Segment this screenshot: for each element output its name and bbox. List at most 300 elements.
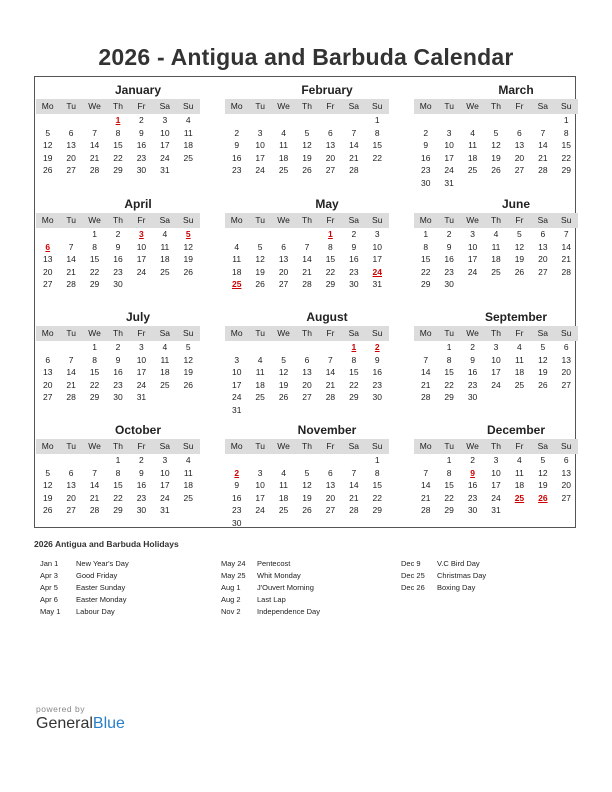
day-cell: 24	[160, 492, 170, 503]
day-cell: 7	[351, 127, 357, 138]
day-cell: 29	[444, 392, 454, 402]
day-cell: 7	[563, 229, 569, 239]
day-cell: 13	[66, 480, 76, 490]
day-cell: 3	[446, 127, 452, 138]
day-cell: 3	[257, 127, 263, 138]
day-cell: 9	[234, 140, 240, 150]
day-cell: 12	[183, 354, 194, 365]
weekday-label: Su	[561, 215, 572, 225]
day-cell: 30	[136, 505, 147, 515]
day-cell: 16	[136, 480, 147, 490]
day-cell: 6	[563, 342, 569, 352]
day-cell: 29	[372, 505, 383, 515]
day-cell: 21	[538, 152, 548, 163]
weekday-label: Fr	[326, 328, 335, 338]
day-cell: 15	[325, 254, 336, 264]
day-cell: 1	[92, 342, 97, 352]
day-cell: 3	[139, 342, 144, 352]
day-cell: 11	[279, 480, 288, 490]
day-cell: 20	[561, 367, 572, 377]
day-cell: 18	[160, 367, 170, 377]
weekday-header	[414, 213, 578, 228]
weekday-label: Th	[491, 101, 501, 111]
month-february	[225, 83, 389, 177]
day-cell: 16	[467, 367, 478, 377]
holiday-date: May 25	[221, 571, 246, 580]
holiday-list-item	[221, 570, 320, 582]
empty-day-cell	[225, 341, 248, 354]
weekday-label: Mo	[41, 215, 54, 225]
day-cell: 24	[231, 392, 242, 402]
day-cell: 7	[68, 354, 74, 365]
day-cell: 19	[183, 367, 194, 377]
day-grid	[36, 341, 200, 404]
day-cell: 29	[113, 165, 123, 175]
day-cell: 20	[66, 492, 76, 503]
holiday-name: Easter Sunday	[76, 583, 126, 592]
weekday-label: Su	[561, 328, 572, 338]
day-cell: 13	[42, 367, 53, 377]
holiday-day-cell: 3	[139, 229, 144, 239]
day-cell: 6	[68, 127, 74, 138]
weekday-label: Tu	[444, 441, 454, 451]
holiday-column-3	[401, 558, 486, 594]
empty-day-cell	[36, 454, 59, 467]
day-cell: 21	[349, 152, 359, 163]
day-cell: 15	[372, 480, 383, 490]
day-cell: 3	[162, 455, 168, 465]
day-cell: 23	[231, 505, 242, 515]
day-cell: 13	[538, 241, 548, 252]
day-cell: 18	[160, 254, 170, 264]
day-cell: 2	[470, 455, 475, 465]
day-cell: 13	[325, 140, 336, 150]
empty-day-cell	[225, 454, 248, 467]
weekday-label: Sa	[537, 215, 549, 225]
day-cell: 6	[281, 241, 286, 252]
day-cell: 26	[42, 505, 53, 515]
day-cell: 15	[372, 140, 383, 150]
day-cell: 13	[66, 140, 76, 150]
day-cell: 30	[420, 177, 431, 188]
weekday-label: We	[277, 441, 290, 451]
weekday-label: Su	[372, 441, 383, 451]
day-cell: 31	[160, 505, 170, 515]
day-cell: 17	[467, 254, 478, 264]
weekday-label: Mo	[230, 328, 243, 338]
holiday-name: Whit Monday	[257, 571, 301, 580]
weekday-header	[414, 326, 578, 341]
day-cell: 27	[514, 165, 525, 175]
day-cell: 31	[491, 505, 501, 515]
holiday-date: Apr 5	[40, 583, 58, 592]
day-cell: 1	[423, 229, 429, 239]
day-cell: 7	[423, 467, 429, 478]
day-cell: 5	[304, 467, 310, 478]
day-cell: 28	[325, 392, 336, 402]
day-cell: 9	[423, 140, 429, 150]
day-cell: 13	[514, 140, 525, 150]
day-cell: 18	[278, 152, 289, 163]
day-cell: 15	[444, 480, 454, 490]
weekday-label: Tu	[255, 101, 265, 111]
empty-day-cell	[272, 454, 295, 467]
month-october	[36, 423, 200, 517]
day-cell: 11	[279, 140, 288, 150]
day-cell: 14	[89, 480, 100, 490]
day-cell: 2	[446, 229, 452, 239]
day-grid	[414, 454, 578, 517]
day-cell: 26	[302, 505, 312, 515]
day-cell: 14	[66, 367, 76, 377]
holiday-day-cell: 1	[351, 342, 357, 352]
weekday-label: Tu	[66, 215, 76, 225]
day-cell: 2	[139, 455, 144, 465]
weekday-label: We	[466, 101, 479, 111]
day-grid	[414, 114, 578, 189]
weekday-label: Su	[183, 441, 194, 451]
day-cell: 31	[136, 392, 147, 402]
holiday-column-2	[221, 558, 320, 618]
day-cell: 29	[325, 279, 336, 289]
day-cell: 24	[160, 152, 170, 163]
day-cell: 11	[160, 354, 170, 365]
day-cell: 23	[372, 379, 383, 390]
weekday-label: We	[88, 215, 101, 225]
day-cell: 7	[92, 467, 97, 478]
day-cell: 7	[423, 354, 429, 365]
day-cell: 12	[183, 241, 194, 252]
weekday-label: We	[88, 101, 101, 111]
day-cell: 18	[183, 140, 194, 150]
holidays-title: 2026 Antigua and Barbuda Holidays	[34, 539, 179, 549]
day-cell: 28	[538, 165, 548, 175]
holiday-list-item	[221, 558, 320, 570]
brand-logo[interactable]	[36, 714, 125, 734]
month-april	[36, 197, 200, 291]
holiday-name: V.C Bird Day	[437, 559, 480, 568]
day-cell: 31	[231, 404, 242, 415]
day-cell: 19	[491, 152, 501, 163]
day-cell: 22	[444, 379, 454, 390]
weekday-label: Fr	[515, 101, 524, 111]
day-grid	[225, 341, 389, 416]
weekday-label: We	[88, 328, 101, 338]
weekday-header	[225, 439, 389, 454]
day-cell: 6	[304, 354, 310, 365]
day-cell: 22	[420, 266, 431, 277]
weekday-label: Mo	[419, 215, 432, 225]
empty-day-cell	[461, 114, 484, 127]
weekday-label: Th	[113, 441, 123, 451]
day-cell: 2	[470, 342, 475, 352]
day-cell: 10	[136, 241, 147, 252]
day-cell: 18	[183, 480, 194, 490]
day-cell: 30	[136, 165, 147, 175]
weekday-label: Sa	[348, 328, 360, 338]
weekday-label: Tu	[444, 101, 454, 111]
day-cell: 16	[231, 492, 242, 503]
day-cell: 5	[281, 354, 286, 365]
day-cell: 14	[302, 254, 312, 264]
empty-day-cell	[342, 114, 365, 127]
day-cell: 22	[113, 492, 123, 503]
day-cell: 30	[113, 279, 123, 289]
empty-day-cell	[59, 228, 82, 241]
day-cell: 11	[183, 467, 193, 478]
day-cell: 21	[420, 492, 431, 503]
day-cell: 27	[42, 279, 53, 289]
day-cell: 5	[45, 127, 51, 138]
day-cell: 12	[538, 354, 548, 365]
day-cell: 23	[113, 266, 123, 277]
day-cell: 28	[89, 165, 100, 175]
day-cell: 10	[136, 354, 147, 365]
day-cell: 27	[325, 505, 336, 515]
day-cell: 27	[42, 392, 53, 402]
day-cell: 30	[349, 279, 359, 289]
day-cell: 29	[444, 505, 454, 515]
day-cell: 24	[255, 165, 265, 175]
holiday-date: Dec 9	[401, 559, 421, 568]
day-cell: 4	[257, 354, 263, 365]
month-name: September	[484, 310, 548, 324]
day-cell: 17	[255, 152, 265, 163]
day-cell: 3	[493, 342, 499, 352]
month-name: July	[125, 310, 150, 324]
day-cell: 5	[185, 342, 191, 352]
weekday-label: Su	[372, 215, 383, 225]
day-cell: 17	[136, 367, 147, 377]
holiday-list-item	[221, 606, 320, 618]
weekday-label: Fr	[326, 215, 335, 225]
day-cell: 22	[89, 266, 100, 277]
day-cell: 9	[234, 480, 240, 490]
day-cell: 21	[66, 266, 76, 277]
month-name: February	[301, 83, 353, 97]
day-cell: 17	[231, 379, 242, 390]
day-cell: 7	[328, 354, 333, 365]
day-cell: 16	[113, 254, 123, 264]
day-cell: 17	[444, 152, 454, 163]
day-cell: 25	[183, 492, 194, 503]
holiday-day-cell: 25	[514, 492, 525, 503]
month-march	[414, 83, 578, 189]
day-cell: 7	[540, 127, 546, 138]
month-name: April	[124, 197, 152, 211]
month-name: October	[114, 423, 161, 437]
day-cell: 26	[278, 392, 289, 402]
day-cell: 25	[278, 505, 289, 515]
day-cell: 15	[420, 254, 431, 264]
empty-day-cell	[272, 228, 295, 241]
month-june	[414, 197, 578, 291]
day-cell: 30	[467, 505, 478, 515]
day-cell: 27	[66, 505, 76, 515]
day-cell: 23	[136, 492, 147, 503]
weekday-label: Th	[113, 215, 123, 225]
day-cell: 19	[302, 152, 312, 163]
day-cell: 12	[302, 140, 312, 150]
day-cell: 16	[231, 152, 242, 163]
day-cell: 14	[325, 367, 336, 377]
holiday-day-cell: 5	[185, 229, 191, 239]
holiday-list-item	[40, 606, 129, 618]
day-cell: 11	[515, 467, 524, 478]
day-cell: 28	[66, 392, 76, 402]
day-cell: 23	[420, 165, 431, 175]
day-cell: 20	[42, 379, 53, 390]
holiday-name: Good Friday	[76, 571, 118, 580]
day-cell: 5	[45, 467, 51, 478]
day-cell: 31	[444, 177, 454, 188]
day-cell: 14	[349, 480, 359, 490]
day-cell: 19	[302, 492, 312, 503]
day-cell: 14	[420, 367, 431, 377]
day-cell: 4	[517, 342, 522, 352]
day-cell: 18	[231, 266, 242, 277]
weekday-header	[36, 99, 200, 114]
weekday-label: Mo	[230, 101, 243, 111]
day-cell: 9	[115, 354, 121, 365]
day-cell: 22	[561, 152, 572, 163]
day-cell: 26	[302, 165, 312, 175]
day-cell: 2	[139, 115, 144, 125]
weekday-label: Tu	[444, 328, 454, 338]
weekday-label: We	[277, 215, 290, 225]
holiday-list-item	[40, 582, 129, 594]
day-cell: 4	[470, 127, 475, 138]
day-cell: 28	[66, 279, 76, 289]
weekday-label: Fr	[137, 328, 146, 338]
holiday-name: Pentecost	[257, 559, 291, 568]
day-cell: 8	[351, 354, 357, 365]
weekday-label: Mo	[41, 441, 54, 451]
day-cell: 18	[255, 379, 265, 390]
day-cell: 4	[493, 229, 499, 239]
day-cell: 25	[514, 379, 525, 390]
day-cell: 8	[374, 467, 380, 478]
day-cell: 13	[325, 480, 336, 490]
day-cell: 6	[563, 455, 569, 465]
day-cell: 17	[136, 254, 147, 264]
holiday-day-cell: 6	[45, 241, 51, 252]
day-cell: 7	[68, 241, 74, 252]
empty-day-cell	[414, 114, 437, 127]
empty-day-cell	[531, 114, 554, 127]
holiday-name: Independence Day	[257, 607, 320, 616]
holiday-list-item	[221, 594, 320, 606]
weekday-label: Tu	[255, 328, 265, 338]
day-cell: 13	[302, 367, 312, 377]
empty-day-cell	[59, 114, 82, 127]
holiday-date: Aug 2	[221, 595, 241, 604]
brand-blue: Blue	[92, 715, 125, 732]
weekday-label: Mo	[419, 328, 432, 338]
day-cell: 25	[491, 266, 501, 277]
empty-day-cell	[272, 341, 295, 354]
day-cell: 8	[446, 354, 452, 365]
day-cell: 17	[160, 140, 170, 150]
day-cell: 1	[446, 455, 452, 465]
month-name: November	[297, 423, 357, 437]
day-cell: 8	[92, 241, 97, 252]
weekday-header	[414, 439, 578, 454]
day-cell: 10	[160, 467, 170, 478]
day-cell: 16	[136, 140, 147, 150]
holiday-day-cell: 1	[115, 115, 121, 125]
day-cell: 20	[561, 480, 572, 490]
holiday-name: Boxing Day	[437, 583, 476, 592]
day-cell: 27	[538, 266, 548, 277]
powered-by-text: powered by	[36, 704, 85, 714]
holiday-name: Labour Day	[76, 607, 115, 616]
day-cell: 14	[538, 140, 548, 150]
day-cell: 2	[115, 229, 121, 239]
day-cell: 19	[538, 480, 548, 490]
weekday-label: Sa	[159, 101, 171, 111]
day-cell: 4	[517, 455, 522, 465]
holiday-name: Easter Monday	[76, 595, 127, 604]
day-cell: 1	[92, 229, 97, 239]
day-cell: 17	[491, 480, 501, 490]
weekday-label: Tu	[255, 441, 265, 451]
month-name: June	[501, 197, 530, 211]
day-cell: 21	[349, 492, 359, 503]
holiday-day-cell: 2	[234, 467, 240, 478]
holiday-day-cell: 9	[470, 467, 475, 478]
weekday-label: Sa	[537, 328, 549, 338]
day-cell: 16	[444, 254, 454, 264]
day-cell: 13	[561, 354, 572, 365]
day-cell: 27	[66, 165, 76, 175]
day-cell: 28	[349, 505, 359, 515]
weekday-header	[36, 326, 200, 341]
footer	[36, 704, 125, 734]
day-cell: 29	[89, 279, 100, 289]
day-cell: 3	[234, 354, 240, 365]
day-grid	[225, 114, 389, 177]
weekday-label: Mo	[41, 101, 54, 111]
day-cell: 24	[136, 266, 147, 277]
holiday-date: Jan 1	[40, 559, 59, 568]
holiday-list-item	[401, 570, 486, 582]
day-cell: 21	[561, 254, 572, 264]
weekday-label: Fr	[326, 101, 335, 111]
holiday-date: Apr 3	[40, 571, 58, 580]
day-cell: 8	[328, 241, 333, 252]
day-grid	[225, 454, 389, 529]
day-grid	[414, 341, 578, 404]
day-cell: 10	[255, 140, 265, 150]
month-name: May	[315, 197, 339, 211]
page-title: 2026 - Antigua and Barbuda Calendar	[98, 44, 514, 70]
day-cell: 24	[467, 266, 478, 277]
day-cell: 25	[255, 392, 265, 402]
day-cell: 3	[493, 455, 499, 465]
day-cell: 20	[42, 266, 53, 277]
holiday-day-cell: 2	[374, 342, 380, 352]
holiday-list-item	[401, 582, 486, 594]
empty-day-cell	[272, 114, 295, 127]
day-cell: 21	[302, 266, 312, 277]
day-cell: 10	[255, 480, 265, 490]
day-cell: 22	[372, 492, 383, 503]
day-cell: 23	[444, 266, 454, 277]
empty-day-cell	[414, 341, 437, 354]
weekday-label: Mo	[419, 101, 432, 111]
day-cell: 22	[113, 152, 123, 163]
